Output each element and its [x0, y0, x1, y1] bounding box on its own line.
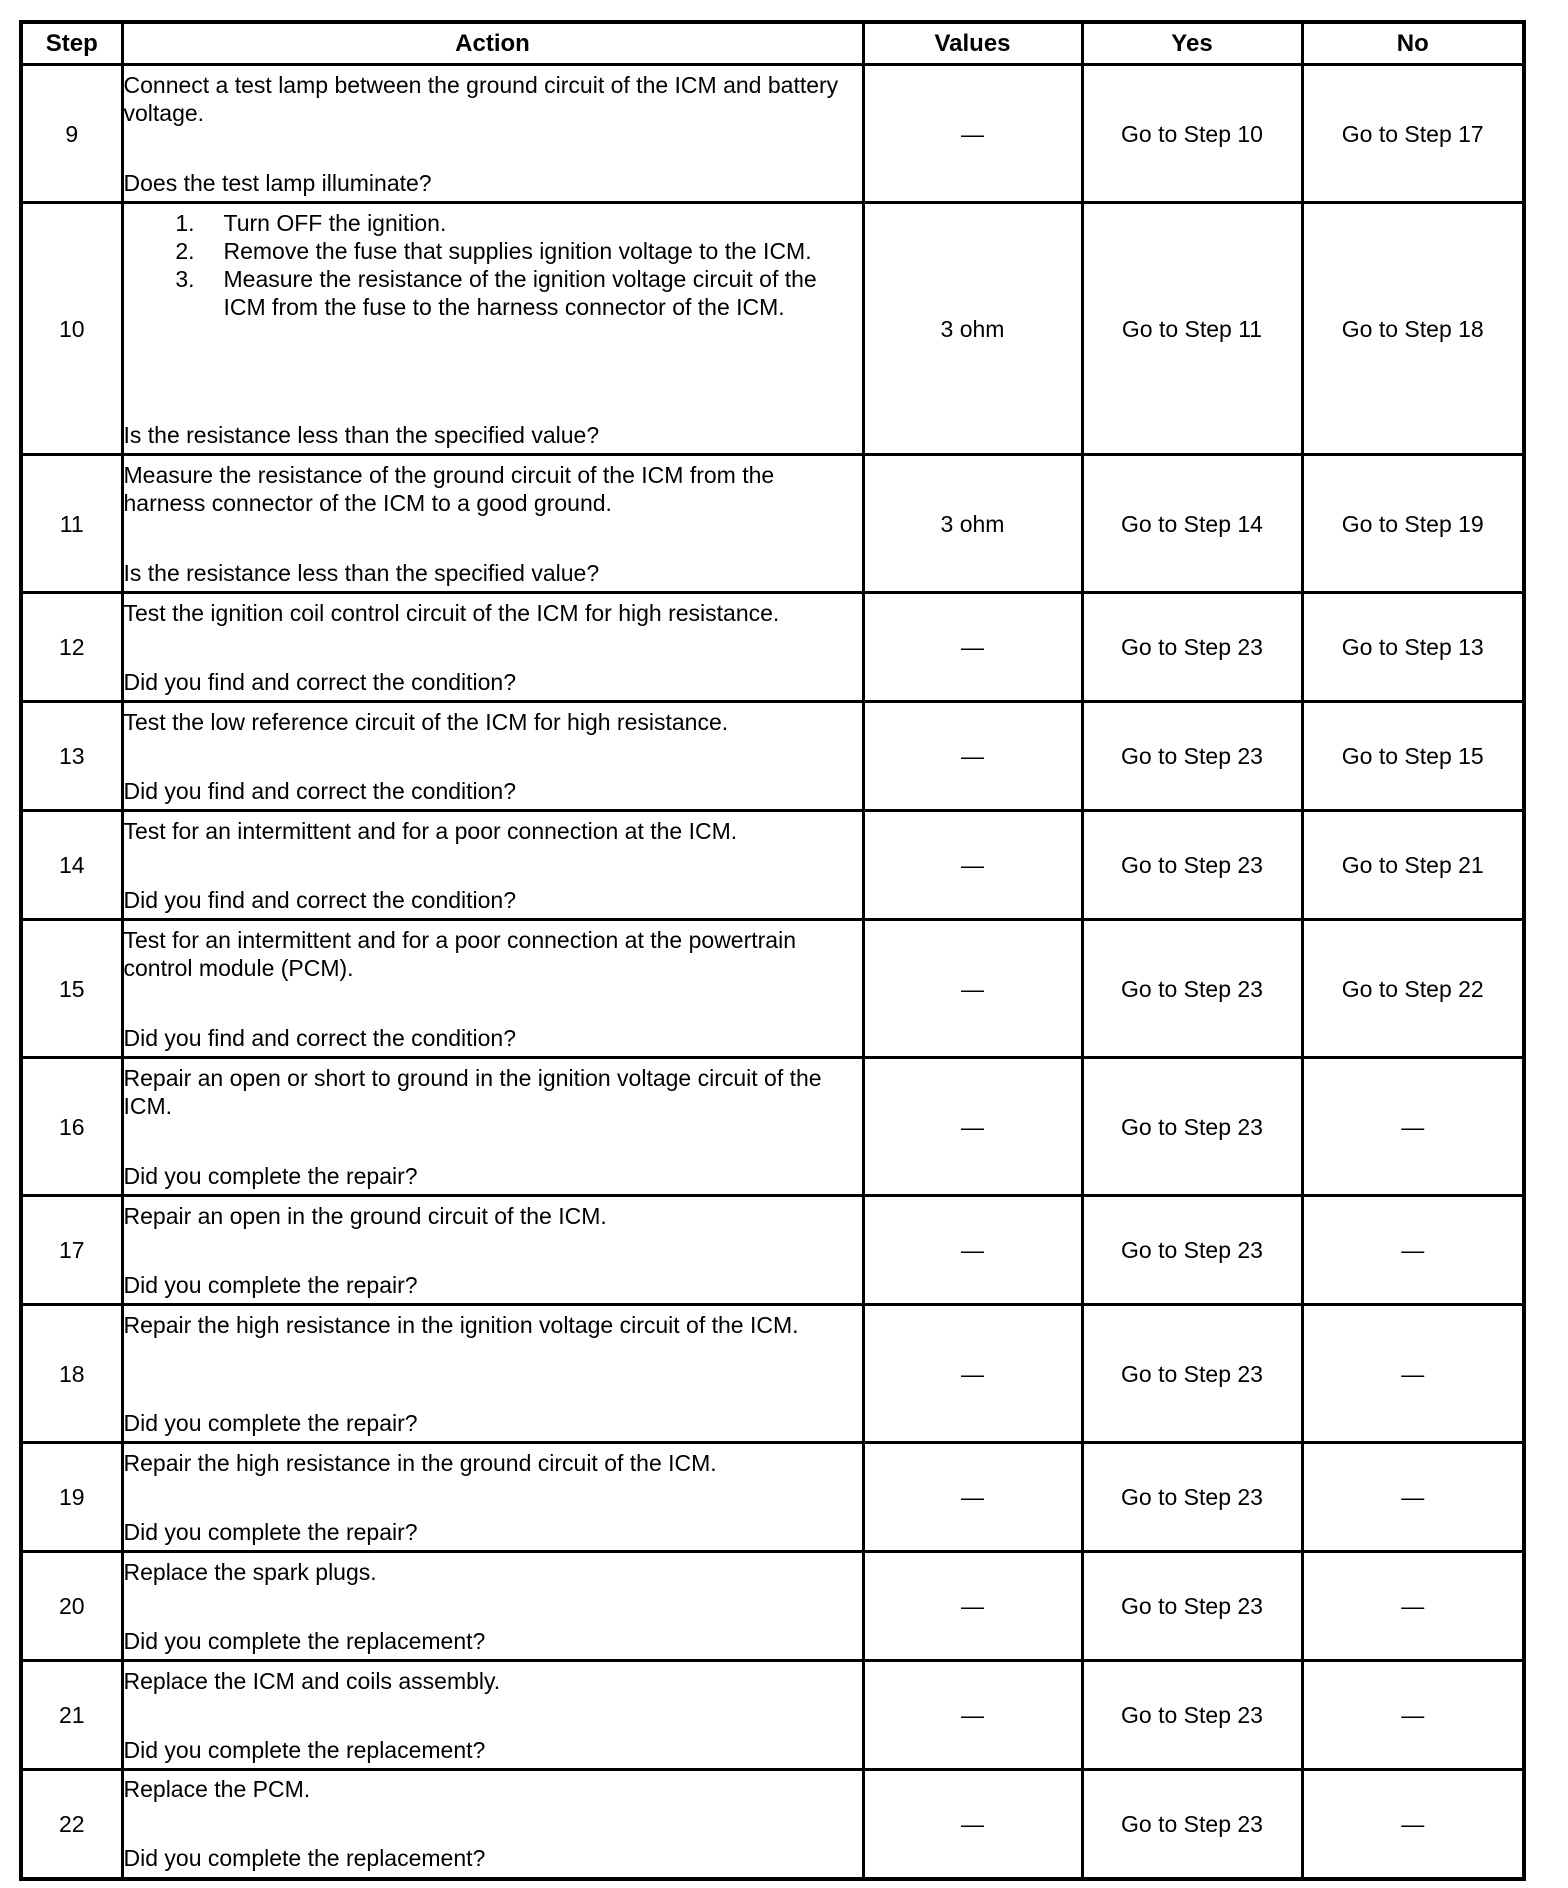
step-number: 18 [21, 1305, 122, 1443]
value-cell: — [863, 920, 1082, 1058]
no-link[interactable]: — [1302, 1305, 1524, 1443]
value-cell: 3 ohm [863, 455, 1082, 593]
header-no: No [1302, 22, 1524, 65]
action-text: Replace the ICM and coils assembly. [123, 1667, 501, 1694]
yes-link[interactable]: Go to Step 23 [1082, 1058, 1302, 1196]
header-action: Action [122, 22, 863, 65]
action-question: Is the resistance less than the specified value? [123, 559, 600, 586]
diagnostic-table [19, 20, 1526, 1881]
no-link[interactable]: — [1302, 1770, 1524, 1879]
value-cell: — [863, 1196, 1082, 1305]
list-number: 3. [175, 265, 195, 292]
value-cell: — [863, 1305, 1082, 1443]
step-number: 20 [21, 1552, 122, 1661]
step-number: 9 [21, 65, 122, 203]
table-row [21, 702, 1524, 811]
yes-link[interactable]: Go to Step 23 [1082, 1443, 1302, 1552]
list-item [124, 209, 862, 237]
value-cell: — [863, 65, 1082, 203]
table-row [21, 593, 1524, 702]
action-question: Did you complete the replacement? [123, 1627, 486, 1654]
value-cell: — [863, 593, 1082, 702]
action-text: Replace the spark plugs. [123, 1558, 377, 1585]
step-number: 17 [21, 1196, 122, 1305]
yes-link[interactable]: Go to Step 23 [1082, 1661, 1302, 1770]
no-link[interactable]: Go to Step 19 [1302, 455, 1524, 593]
list-item [124, 237, 862, 265]
list-number: 2. [175, 237, 195, 264]
action-text: Repair an open in the ground circuit of the ICM. [123, 1202, 607, 1229]
action-list [124, 209, 862, 321]
action-cell [122, 702, 863, 811]
action-question: Did you find and correct the condition? [123, 886, 517, 913]
no-link[interactable]: Go to Step 17 [1302, 65, 1524, 203]
action-question: Did you find and correct the condition? [123, 668, 517, 695]
value-cell: — [863, 1443, 1082, 1552]
action-cell [122, 1770, 863, 1879]
yes-link[interactable]: Go to Step 10 [1082, 65, 1302, 203]
list-number: 1. [175, 209, 195, 236]
yes-link[interactable]: Go to Step 23 [1082, 702, 1302, 811]
action-question: Did you find and correct the condition? [123, 777, 517, 804]
table-row [21, 455, 1524, 593]
action-text: Repair the high resistance in the ignition voltage circuit of the ICM. [123, 1311, 799, 1338]
action-cell [122, 811, 863, 920]
action-cell [122, 1058, 863, 1196]
list-text: Turn OFF the ignition. [223, 209, 447, 236]
value-cell: — [863, 702, 1082, 811]
action-cell [122, 1305, 863, 1443]
action-cell [122, 1196, 863, 1305]
value-cell: — [863, 1661, 1082, 1770]
no-link[interactable]: — [1302, 1196, 1524, 1305]
action-text: Test for an intermittent and for a poor connection at the powertrain control module (PCM). [123, 926, 796, 981]
action-text: Connect a test lamp between the ground circuit of the ICM and battery voltage. [123, 71, 839, 126]
step-number: 14 [21, 811, 122, 920]
yes-link[interactable]: Go to Step 23 [1082, 1770, 1302, 1879]
action-cell [122, 65, 863, 203]
action-question: Is the resistance less than the specified value? [123, 421, 600, 448]
step-number: 15 [21, 920, 122, 1058]
step-number: 21 [21, 1661, 122, 1770]
action-question: Did you find and correct the condition? [123, 1024, 517, 1051]
action-cell [122, 1661, 863, 1770]
table-row [21, 1443, 1524, 1552]
header-values: Values [863, 22, 1082, 65]
table-row [21, 1305, 1524, 1443]
step-number: 12 [21, 593, 122, 702]
list-text: Remove the fuse that supplies ignition voltage to the ICM. [223, 237, 812, 264]
no-link[interactable]: — [1302, 1443, 1524, 1552]
action-cell [122, 1552, 863, 1661]
no-link[interactable]: Go to Step 13 [1302, 593, 1524, 702]
action-text: Repair an open or short to ground in the ignition voltage circuit of the ICM. [123, 1064, 822, 1119]
action-cell [122, 1443, 863, 1552]
action-question: Did you complete the repair? [123, 1518, 418, 1545]
step-number: 19 [21, 1443, 122, 1552]
step-number: 11 [21, 455, 122, 593]
no-link[interactable]: — [1302, 1661, 1524, 1770]
header-step: Step [21, 22, 122, 65]
no-link[interactable]: — [1302, 1058, 1524, 1196]
value-cell: — [863, 811, 1082, 920]
action-text: Test for an intermittent and for a poor connection at the ICM. [123, 817, 738, 844]
action-question: Does the test lamp illuminate? [123, 169, 432, 196]
table-row [21, 1058, 1524, 1196]
table-row [21, 811, 1524, 920]
value-cell: — [863, 1058, 1082, 1196]
value-cell: — [863, 1770, 1082, 1879]
action-question: Did you complete the replacement? [123, 1736, 486, 1763]
table-row [21, 1552, 1524, 1661]
table-row [21, 65, 1524, 203]
action-question: Did you complete the repair? [123, 1162, 418, 1189]
yes-link[interactable]: Go to Step 14 [1082, 455, 1302, 593]
value-cell: 3 ohm [863, 203, 1082, 455]
list-text: Measure the resistance of the ignition voltage circuit of the ICM from the fuse to the harness connector of the ICM. [223, 265, 817, 320]
table-row [21, 1661, 1524, 1770]
action-text: Test the low reference circuit of the ICM for high resistance. [123, 708, 729, 735]
action-text: Measure the resistance of the ground circuit of the ICM from the harness connector of the ICM to a good ground. [123, 461, 775, 516]
action-text: Test the ignition coil control circuit of the ICM for high resistance. [123, 599, 780, 626]
action-question: Did you complete the replacement? [123, 1845, 486, 1872]
yes-link[interactable]: Go to Step 11 [1082, 203, 1302, 455]
yes-link[interactable]: Go to Step 23 [1082, 1552, 1302, 1661]
table-row [21, 203, 1524, 455]
table-row [21, 1196, 1524, 1305]
action-cell [122, 455, 863, 593]
action-cell [122, 920, 863, 1058]
action-cell [122, 203, 863, 455]
yes-link[interactable]: Go to Step 23 [1082, 593, 1302, 702]
value-cell: — [863, 1552, 1082, 1661]
header-yes: Yes [1082, 22, 1302, 65]
step-number: 10 [21, 203, 122, 455]
step-number: 22 [21, 1770, 122, 1879]
action-question: Did you complete the repair? [123, 1271, 418, 1298]
no-link[interactable]: Go to Step 18 [1302, 203, 1524, 455]
action-cell [122, 593, 863, 702]
no-link[interactable]: — [1302, 1552, 1524, 1661]
no-link[interactable]: Go to Step 21 [1302, 811, 1524, 920]
table-row [21, 1770, 1524, 1879]
list-item [124, 265, 862, 321]
action-text: Repair the high resistance in the ground circuit of the ICM. [123, 1449, 717, 1476]
action-question: Did you complete the repair? [123, 1409, 418, 1436]
table-row [21, 920, 1524, 1058]
step-number: 13 [21, 702, 122, 811]
action-text: Replace the PCM. [123, 1776, 311, 1803]
step-number: 16 [21, 1058, 122, 1196]
yes-link[interactable]: Go to Step 23 [1082, 1305, 1302, 1443]
header-row [21, 22, 1524, 65]
yes-link[interactable]: Go to Step 23 [1082, 920, 1302, 1058]
yes-link[interactable]: Go to Step 23 [1082, 811, 1302, 920]
yes-link[interactable]: Go to Step 23 [1082, 1196, 1302, 1305]
no-link[interactable]: Go to Step 15 [1302, 702, 1524, 811]
no-link[interactable]: Go to Step 22 [1302, 920, 1524, 1058]
